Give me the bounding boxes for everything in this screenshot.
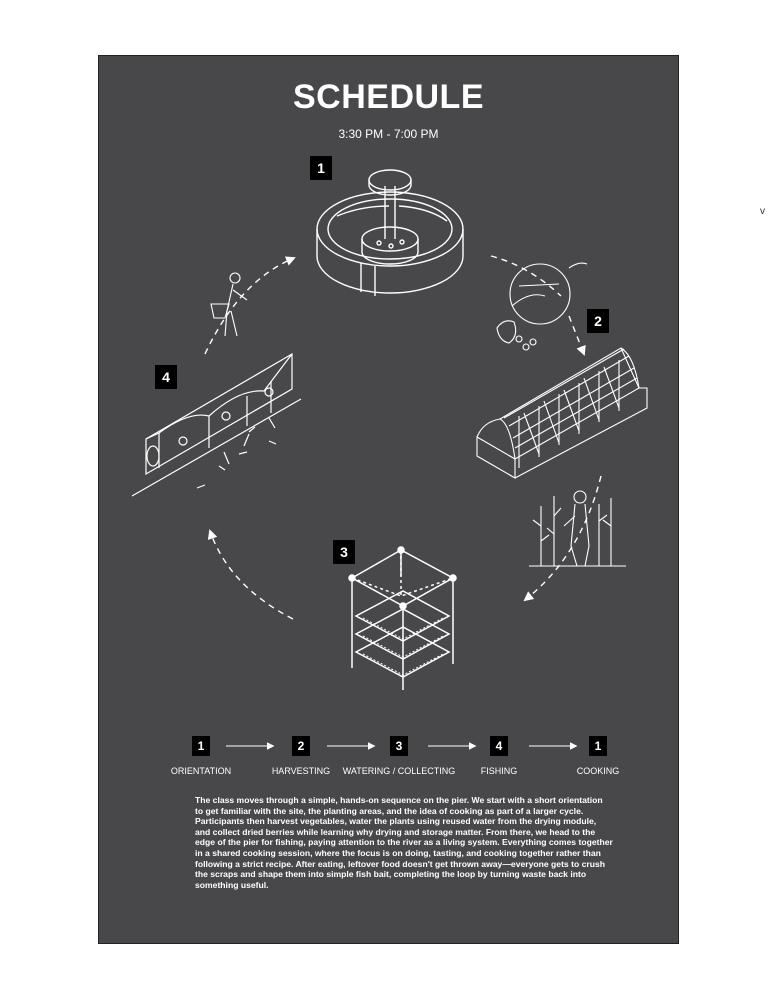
station-badge-4: 4 xyxy=(155,365,177,389)
sequence-badge-3: 3 xyxy=(390,736,408,756)
sequence-badge-1: 1 xyxy=(192,736,210,756)
arrow-3-to-4 xyxy=(210,531,293,619)
arrow-4-to-1 xyxy=(205,258,294,354)
farmer-in-corn-icon xyxy=(529,491,626,566)
station-badge-1: 1 xyxy=(310,156,332,180)
schedule-poster xyxy=(98,55,679,944)
poster-title: SCHEDULE xyxy=(292,78,485,116)
description-paragraph: The class moves through a simple, hands-on sequence on the pier. We start with a short orientation to get familiar with the site, the planting areas, and the idea of cooking as part of a larger cycle. Participants then harvest vegetables, water the plants using reused water from the drying module, and collect dried berries while learning why drying and storage matter. From there, we head to the edge of the pier for fishing, paying attention to the river as a living system. Everything comes together in a shared cooking session, where the focus is on doing, tasting, and cooking together rather than following a strict recipe. After eating, leftover food doesn't get thrown away—everyone gets to crush the scraps and shape them into simple fish bait, completing the loop by turning waste back into something useful. xyxy=(195,795,613,890)
sequence-label-orientation: ORIENTATION xyxy=(170,766,232,776)
station-badge-2: 2 xyxy=(587,309,609,333)
orientation-pavilion-icon xyxy=(317,170,463,296)
sequence-label-watering: WATERING / COLLECTING xyxy=(342,766,456,776)
arrow-1-to-2b xyxy=(569,316,584,354)
sequence-label-harvesting: HARVESTING xyxy=(271,766,331,776)
cycle-arrows xyxy=(205,256,601,619)
arrow-2-to-3 xyxy=(525,476,601,600)
harvest-bowl-icon xyxy=(497,263,587,350)
station-badge-3: 3 xyxy=(333,540,355,564)
greenhouse-icon xyxy=(477,348,647,478)
drying-rack-icon xyxy=(349,547,456,690)
sequence-badge-5: 1 xyxy=(589,736,607,756)
person-carrying-basket-icon xyxy=(211,273,247,336)
sequence-badge-4: 4 xyxy=(490,736,508,756)
time-range: 3:30 PM - 7:00 PM xyxy=(338,127,439,141)
sequence-label-cooking: COOKING xyxy=(576,766,620,776)
sequence-label-fishing: FISHING xyxy=(480,766,518,776)
sequence-badge-2: 2 xyxy=(292,736,310,756)
page-edge-mark: v xyxy=(760,206,765,217)
arrow-1-to-2a xyxy=(491,256,561,296)
